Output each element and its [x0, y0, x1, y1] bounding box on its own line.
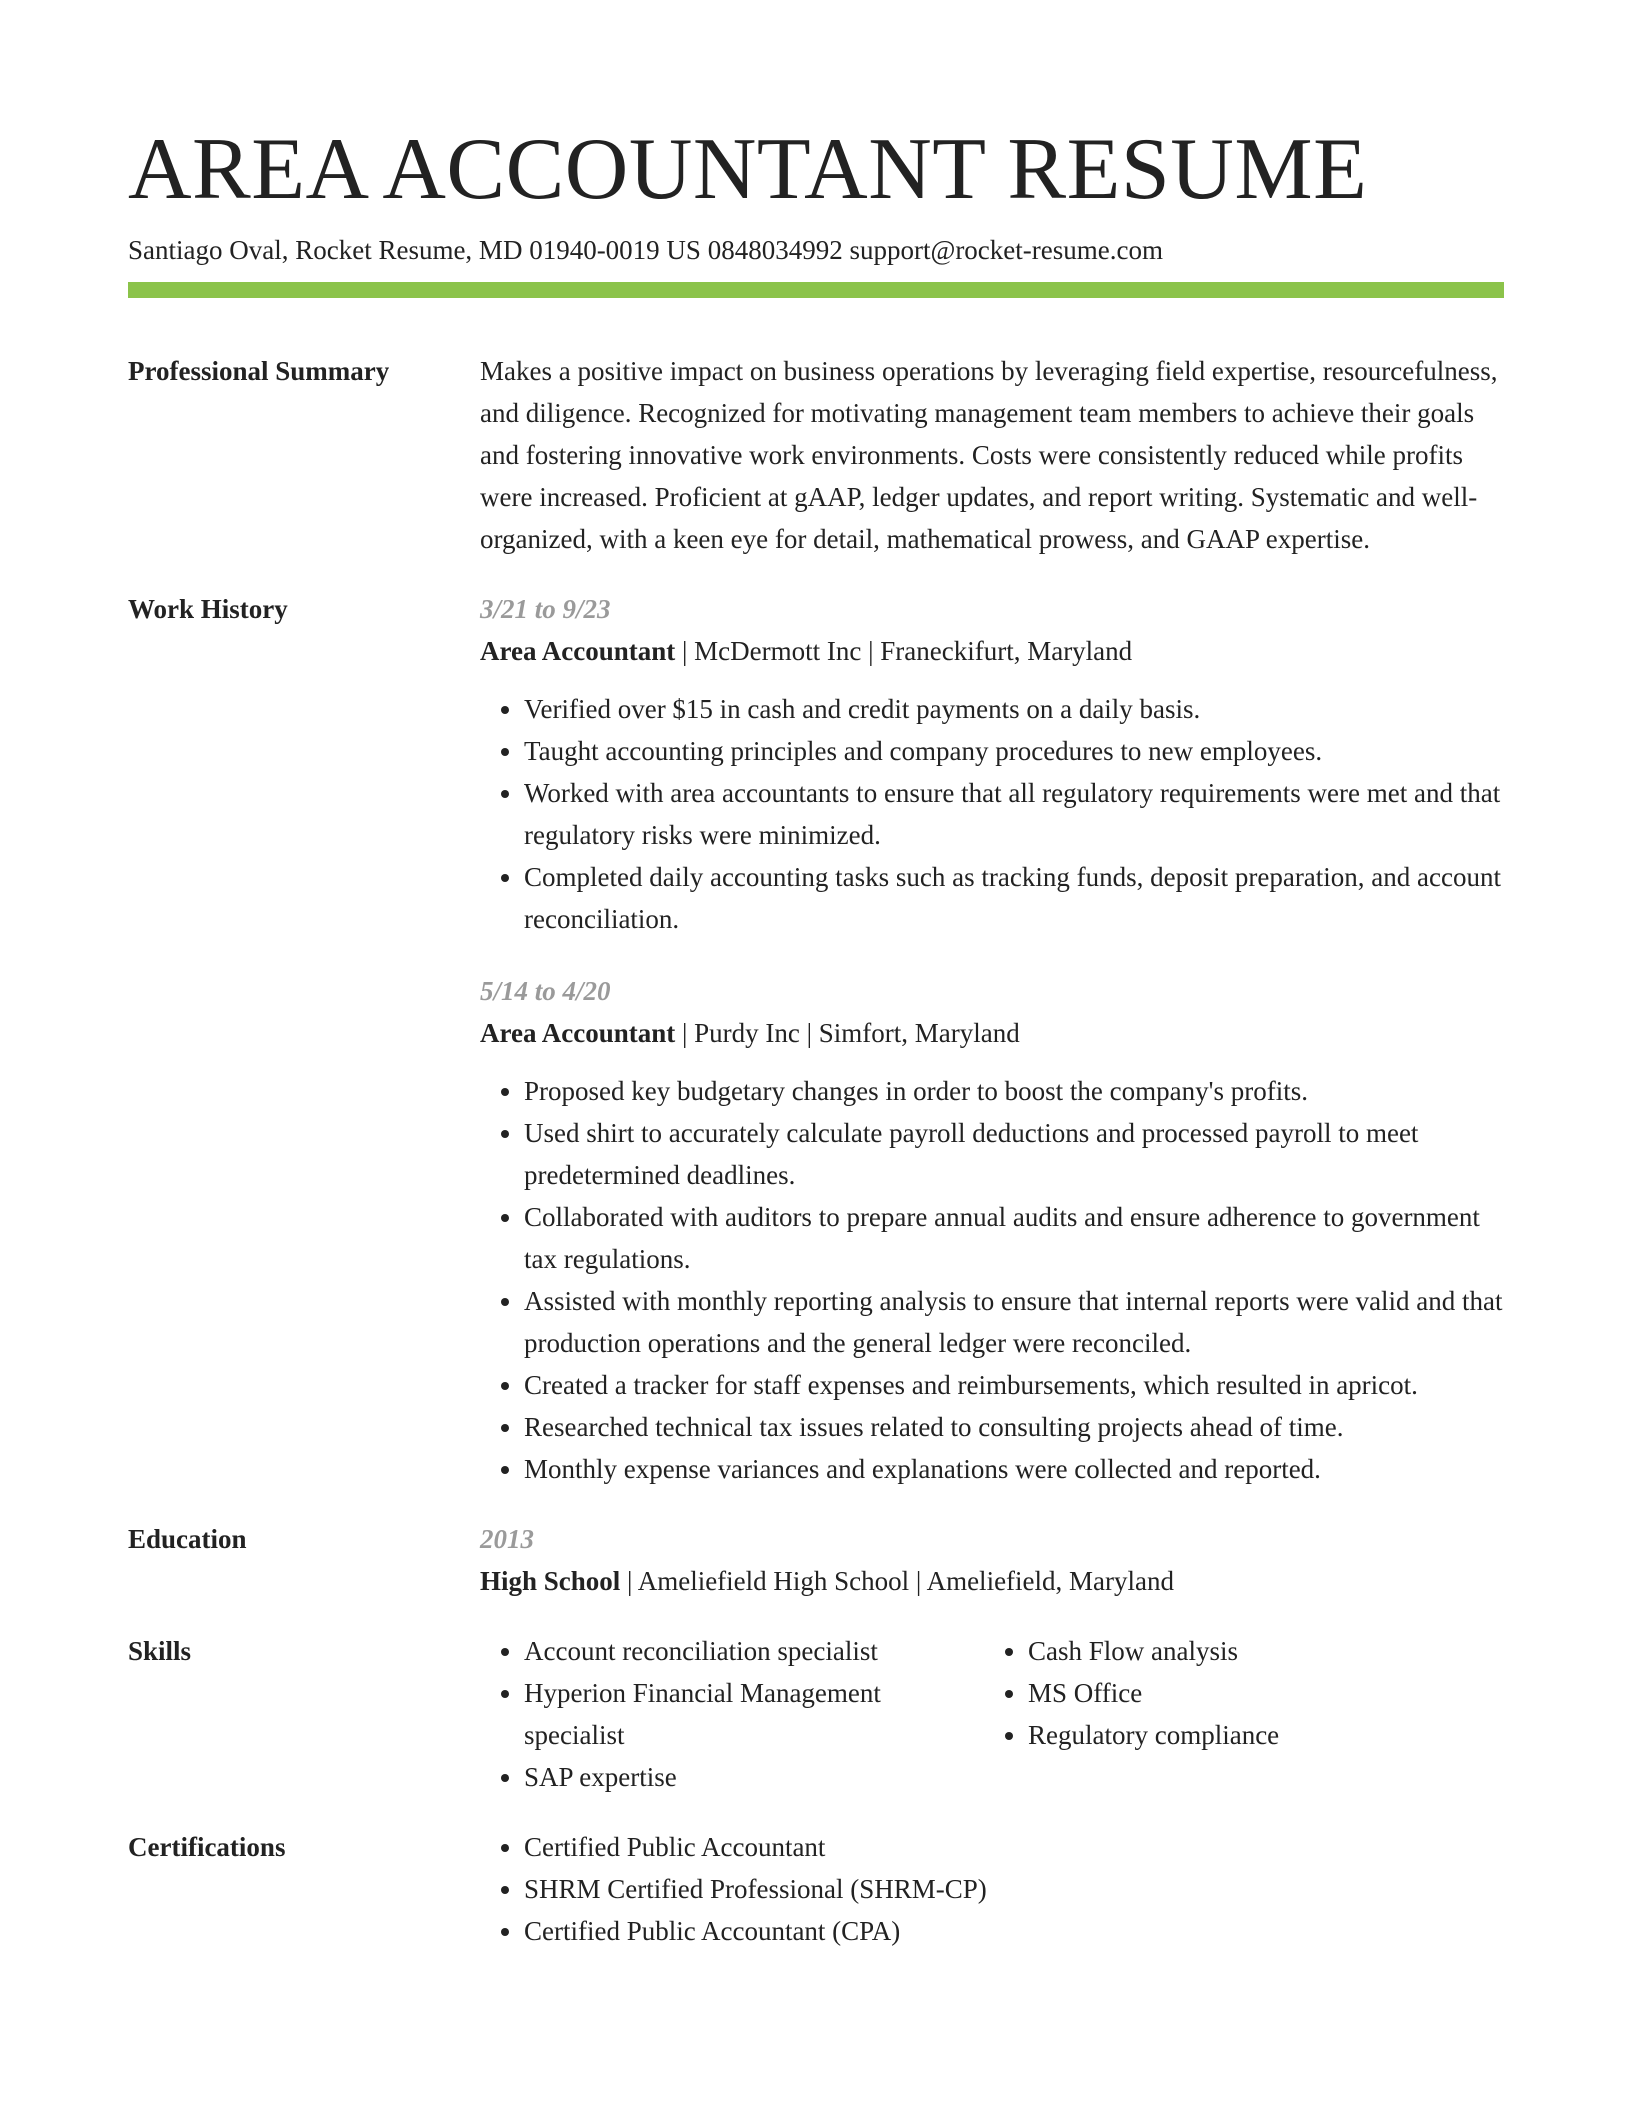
job-details: | McDermott Inc | Franeckifurt, Maryland — [675, 636, 1133, 666]
list-item: • Proposed key budgetary changes in order to boost the company's profits. — [524, 1070, 1504, 1112]
skills-section — [128, 1630, 1504, 1798]
skills-column-1 — [480, 1630, 984, 1798]
section-label: Skills — [128, 1636, 192, 1666]
education-year: 2013 — [480, 1524, 534, 1554]
summary-text: Makes a positive impact on business operations by leveraging field expertise, resourcefulness, and diligence. Recognized for motivating management team members to achieve their goals and fostering innovative work environments. Costs were consistently reduced while profits were increased. Proficient at gAAP, ledger updates, and report writing. Systematic and well-organized, with a keen eye for detail, mathematical prowess, and GAAP expertise. — [480, 356, 1498, 554]
job-entry — [480, 588, 1504, 940]
job-title: Area Accountant — [480, 636, 676, 666]
education-degree: High School — [480, 1566, 621, 1596]
job-heading — [480, 630, 1504, 672]
certifications-list — [480, 1826, 1504, 1952]
skills-column-2 — [984, 1630, 1488, 1798]
contact-email: support@rocket-resume.com — [849, 235, 1163, 265]
list-item: • Verified over $15 in cash and credit payments on a daily basis. — [524, 688, 1504, 730]
list-item: • Worked with area accountants to ensure that all regulatory requirements were met and that regulatory risks were minimized. — [524, 772, 1504, 856]
job-dates: 5/14 to 4/20 — [480, 976, 611, 1006]
job-dates: 3/21 to 9/23 — [480, 594, 611, 624]
job-details: | Purdy Inc | Simfort, Maryland — [675, 1018, 1020, 1048]
contact-line — [128, 232, 1504, 268]
list-item: • Hyperion Financial Management specialist — [524, 1672, 984, 1756]
list-item: • SAP expertise — [524, 1756, 984, 1798]
list-item: • Certified Public Accountant — [524, 1826, 1504, 1868]
section-label: Work History — [128, 594, 288, 624]
contact-address: Santiago Oval, Rocket Resume, MD 01940-0019 US — [128, 235, 701, 265]
list-item: • Account reconciliation specialist — [524, 1630, 984, 1672]
list-item: • Certified Public Accountant (CPA) — [524, 1910, 1504, 1952]
education-details: | Ameliefield High School | Ameliefield, Maryland — [620, 1566, 1174, 1596]
professional-summary-section — [128, 350, 1504, 560]
section-label: Professional Summary — [128, 356, 390, 386]
list-item: • MS Office — [1028, 1672, 1488, 1714]
list-item: • Completed daily accounting tasks such as tracking funds, deposit preparation, and account reconciliation. — [524, 856, 1504, 940]
list-item: • Created a tracker for staff expenses and reimbursements, which resulted in apricot. — [524, 1364, 1504, 1406]
list-item: • Monthly expense variances and explanations were collected and reported. — [524, 1448, 1504, 1490]
skills-columns — [480, 1630, 1504, 1798]
list-item: • Researched technical tax issues related to consulting projects ahead of time. — [524, 1406, 1504, 1448]
education-section — [128, 1518, 1504, 1602]
list-item: • Collaborated with auditors to prepare annual audits and ensure adherence to government tax regulations. — [524, 1196, 1504, 1280]
accent-divider — [128, 282, 1504, 298]
section-label: Education — [128, 1524, 247, 1554]
list-item: • Assisted with monthly reporting analysis to ensure that internal reports were valid and that production operations and the general ledger were reconciled. — [524, 1280, 1504, 1364]
resume-title: AREA ACCOUNTANT RESUME — [128, 121, 1368, 218]
job-heading — [480, 1012, 1504, 1054]
work-history-section — [128, 588, 1504, 1490]
education-heading — [480, 1560, 1504, 1602]
certifications-section — [128, 1826, 1504, 1952]
list-item: • Used shirt to accurately calculate payroll deductions and processed payroll to meet predetermined deadlines. — [524, 1112, 1504, 1196]
job-entry — [480, 970, 1504, 1490]
resume-header — [128, 118, 1504, 298]
list-item: • Regulatory compliance — [1028, 1714, 1488, 1756]
list-item: • Taught accounting principles and company procedures to new employees. — [524, 730, 1504, 772]
list-item: • Cash Flow analysis — [1028, 1630, 1488, 1672]
section-label: Certifications — [128, 1832, 286, 1862]
job-bullets — [480, 1070, 1504, 1490]
contact-phone: 0848034992 — [707, 235, 843, 265]
list-item: • SHRM Certified Professional (SHRM-CP) — [524, 1868, 1504, 1910]
job-title: Area Accountant — [480, 1018, 676, 1048]
resume-sections — [128, 350, 1504, 1980]
job-bullets — [480, 688, 1504, 940]
